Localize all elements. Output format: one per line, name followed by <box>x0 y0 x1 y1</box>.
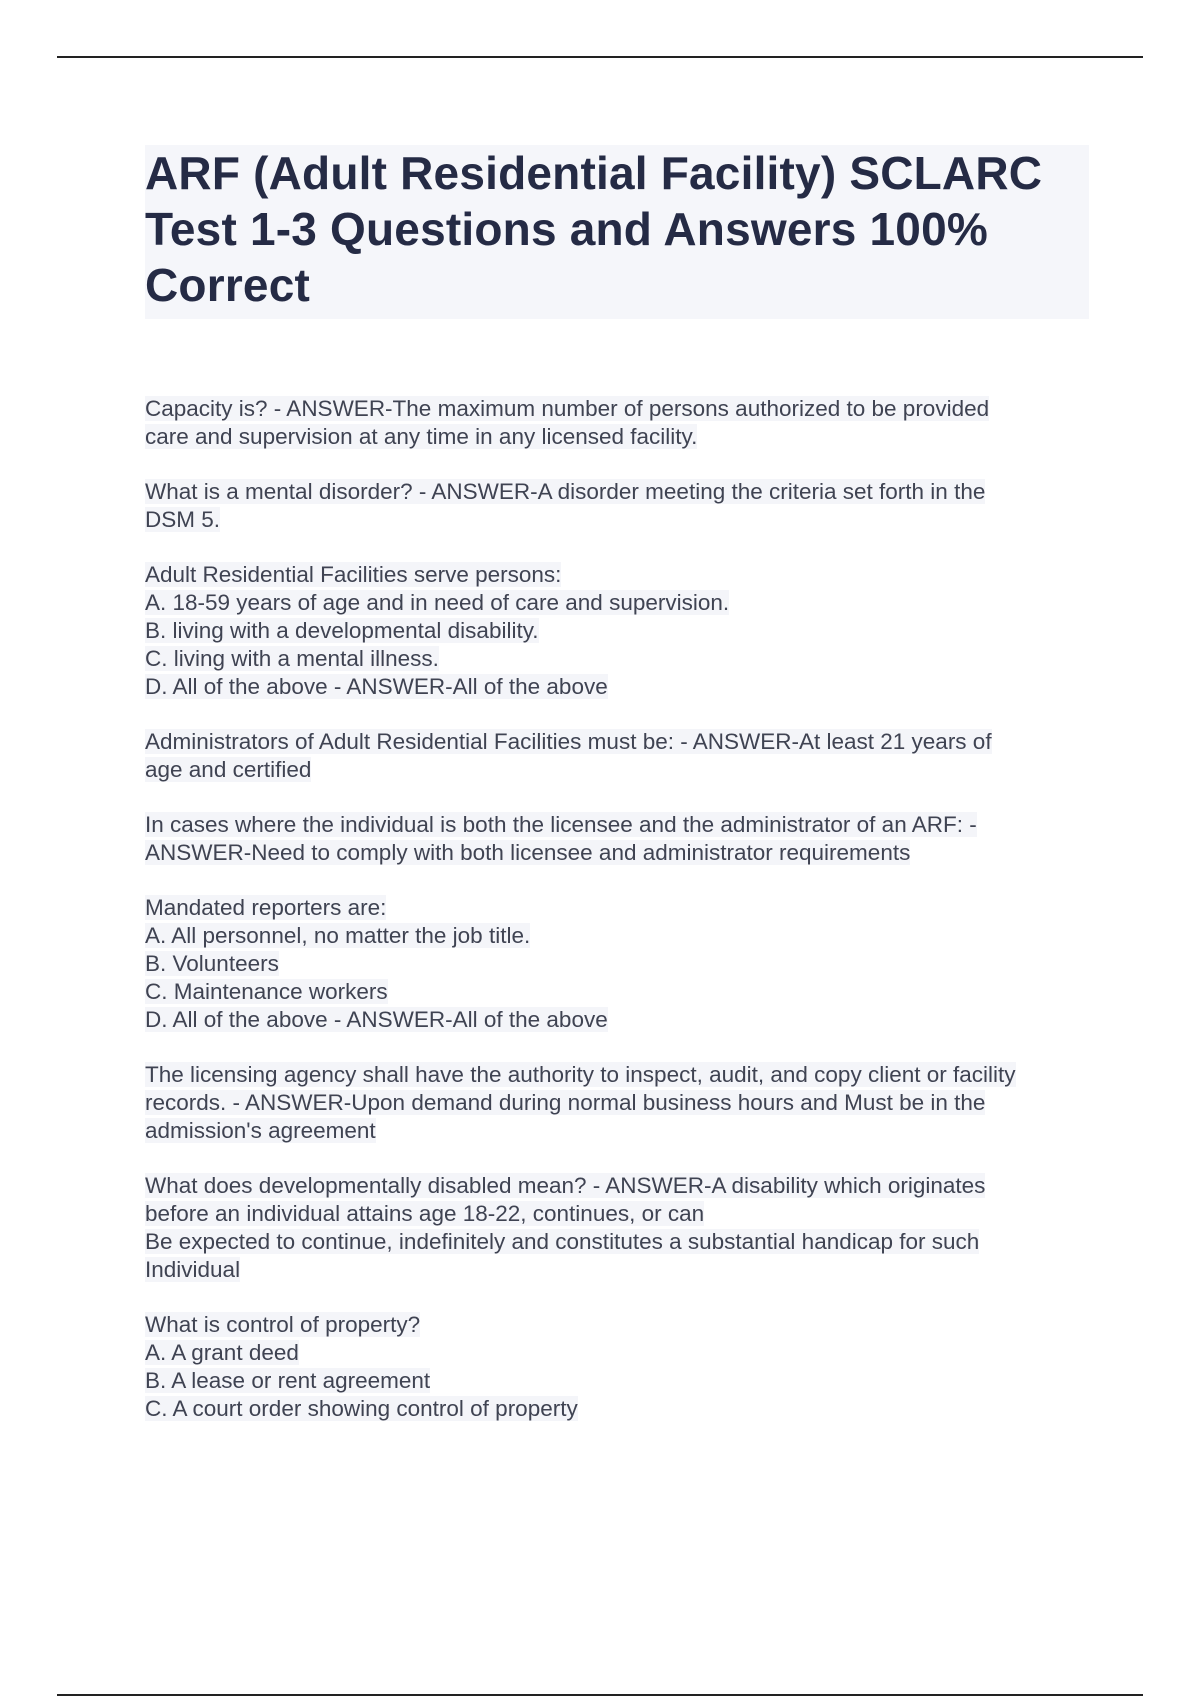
qa-line: A. A grant deed <box>145 1340 299 1365</box>
qa-line: Administrators of Adult Residential Facilities must be: - ANSWER-At least 21 years of <box>145 729 992 754</box>
title-block <box>145 145 1089 319</box>
qa-line: DSM 5. <box>145 507 221 532</box>
document-title <box>145 145 1089 313</box>
qa-line: care and supervision at any time in any licensed facility. <box>145 424 698 449</box>
qa-line: B. living with a developmental disability. <box>145 618 539 643</box>
qa-item-administrators <box>145 728 1095 784</box>
qa-item-capacity <box>145 395 1095 451</box>
qa-line: A. All personnel, no matter the job title. <box>145 923 531 948</box>
qa-item-mandated-reporters <box>145 894 1095 1034</box>
qa-line: The licensing agency shall have the authority to inspect, audit, and copy client or facility <box>145 1062 1016 1087</box>
qa-line: D. All of the above - ANSWER-All of the above <box>145 1007 608 1032</box>
qa-line: B. A lease or rent agreement <box>145 1368 431 1393</box>
qa-line: Mandated reporters are: <box>145 895 387 920</box>
qa-line: B. Volunteers <box>145 951 279 976</box>
qa-line: What is a mental disorder? - ANSWER-A disorder meeting the criteria set forth in the <box>145 479 986 504</box>
qa-line: In cases where the individual is both the licensee and the administrator of an ARF: - <box>145 812 977 837</box>
qa-line: C. living with a mental illness. <box>145 646 439 671</box>
qa-line: Capacity is? - ANSWER-The maximum number of persons authorized to be provided <box>145 396 990 421</box>
qa-item-control-of-property <box>145 1311 1095 1423</box>
qa-line: records. - ANSWER-Upon demand during normal business hours and Must be in the <box>145 1090 986 1115</box>
qa-line: C. A court order showing control of property <box>145 1396 578 1421</box>
header-rule <box>57 56 1143 58</box>
title-line: Test 1-3 Questions and Answers 100% <box>145 203 988 255</box>
qa-line: before an individual attains age 18-22, continues, or can <box>145 1201 705 1226</box>
qa-item-mental-disorder <box>145 478 1095 534</box>
qa-item-licensee-administrator <box>145 811 1095 867</box>
qa-line: ANSWER-Need to comply with both licensee and administrator requirements <box>145 840 911 865</box>
qa-line: Be expected to continue, indefinitely and constitutes a substantial handicap for such <box>145 1229 980 1254</box>
qa-line: C. Maintenance workers <box>145 979 388 1004</box>
qa-line: A. 18-59 years of age and in need of care and supervision. <box>145 590 730 615</box>
qa-list <box>145 395 1095 1450</box>
qa-line: Adult Residential Facilities serve persons: <box>145 562 562 587</box>
qa-line: age and certified <box>145 757 312 782</box>
qa-item-facilities-serve <box>145 561 1095 701</box>
title-line: Correct <box>145 259 311 311</box>
qa-item-developmentally-disabled <box>145 1172 1095 1284</box>
footer-rule <box>57 1694 1143 1696</box>
qa-line: What does developmentally disabled mean? - ANSWER-A disability which originates <box>145 1173 986 1198</box>
title-line: ARF (Adult Residential Facility) SCLARC <box>145 147 1043 199</box>
qa-line: admission's agreement <box>145 1118 376 1143</box>
qa-line: Individual <box>145 1257 241 1282</box>
qa-item-licensing-agency <box>145 1061 1095 1145</box>
qa-line: What is control of property? <box>145 1312 421 1337</box>
qa-line: D. All of the above - ANSWER-All of the above <box>145 674 608 699</box>
